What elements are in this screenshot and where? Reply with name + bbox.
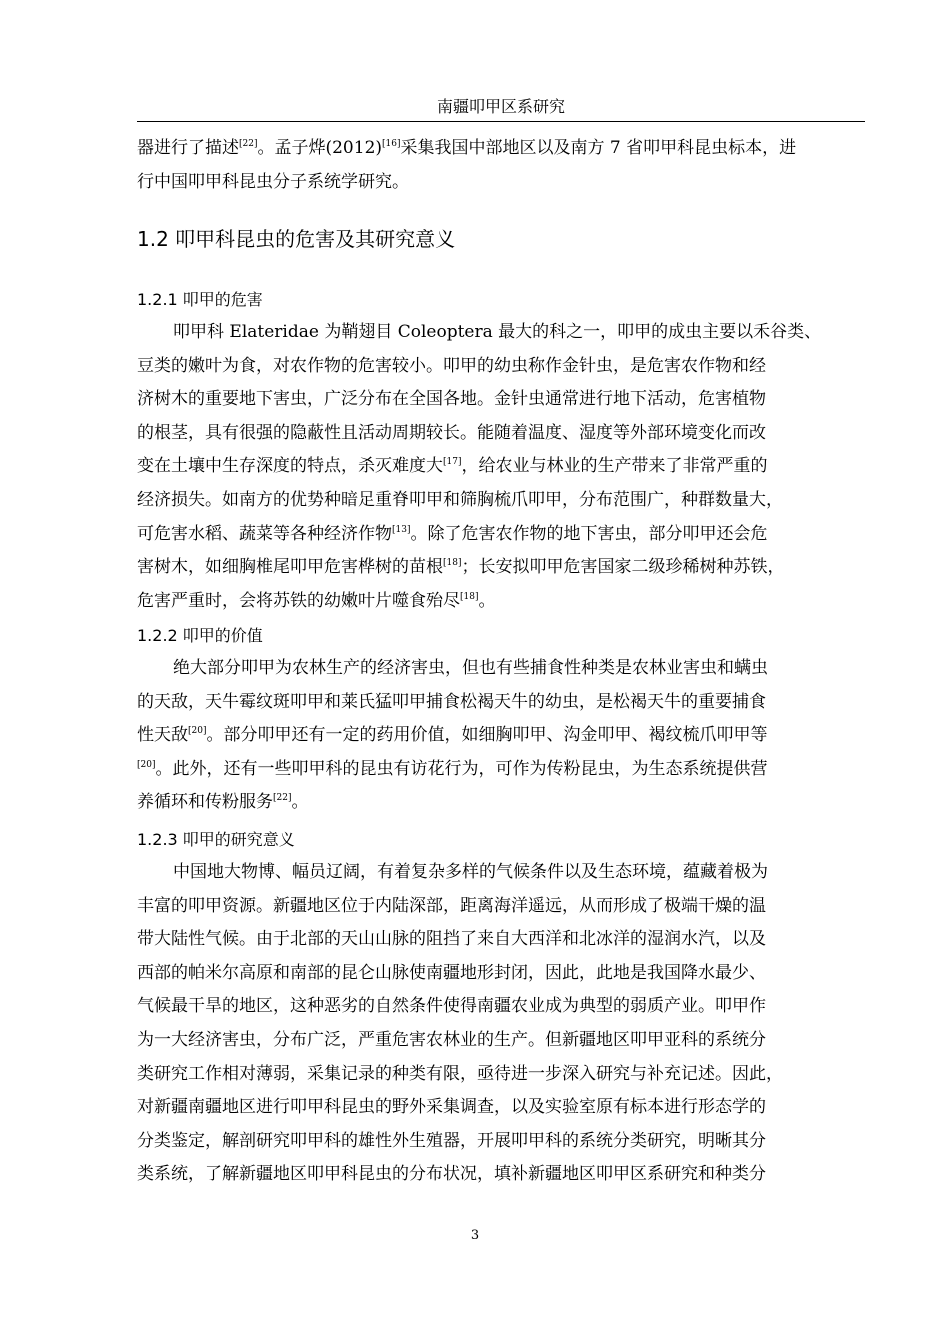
section-heading: 1.2 叩甲科昆虫的危害及其研究意义 — [137, 227, 456, 251]
text-line — [137, 518, 865, 552]
text-line: 带大陆性气候。由于北部的天山山脉的阻挡了来自大西洋和北冰洋的湿润水汽，以及 — [137, 929, 766, 950]
text-run: 器进行了描述 — [137, 138, 239, 158]
citation: [22] — [273, 793, 292, 804]
text-line — [137, 450, 865, 484]
citation: [17] — [443, 457, 462, 468]
text-line: 豆类的嫩叶为食，对农作物的危害较小。叩甲的幼虫称作金针虫，是危害农作物和经 — [137, 355, 766, 376]
text-line: 济树木的重要地下害虫，广泛分布在全国各地。金针虫通常进行地下活动，危害植物 — [137, 389, 766, 410]
page-number: 3 — [470, 1228, 480, 1243]
citation: [18] — [443, 558, 462, 569]
text-line: 行中国叩甲科昆虫分子系统学研究。 — [137, 171, 409, 192]
text-line: 西部的帕米尔高原和南部的昆仑山脉使南疆地形封闭，因此，此地是我国降水最少、 — [137, 962, 766, 983]
text-line — [137, 585, 865, 619]
text-run: 。除了危害农作物的地下害虫，部分叩甲还会危 — [410, 523, 768, 544]
text-run: 变在土壤中生存深度的特点，杀灭难度大 — [137, 456, 443, 477]
citation: [20] — [188, 726, 207, 737]
text-line: 中国地大物博、幅员辽阔，有着复杂多样的气候条件以及生态环境，蕴藏着极为 — [173, 862, 768, 882]
text-line: 类系统，了解新疆地区叩甲科昆虫的分布状况，填补新疆地区叩甲区系研究和种类分 — [137, 1164, 766, 1185]
text-line: 气候最干旱的地区，这种恶劣的自然条件使得南疆农业成为典型的弱质产业。叩甲作 — [137, 996, 766, 1017]
text-line — [137, 551, 865, 585]
subsection-heading: 1.2.1 叩甲的危害 — [137, 290, 263, 309]
text-run: 养循环和传粉服务 — [137, 792, 273, 813]
text-run: 采集我国中部地区以及南方 7 省叩甲科昆虫标本，进 — [400, 138, 797, 158]
text-run: 。 — [478, 590, 496, 611]
text-run: ，给农业与林业的生产带来了非常严重的 — [461, 456, 768, 477]
significance-paragraph — [137, 856, 865, 1192]
citation: [20] — [137, 759, 156, 770]
text-line: 对新疆南疆地区进行叩甲科昆虫的野外采集调查，以及实验室原有标本进行形态学的 — [137, 1097, 766, 1118]
subsection-heading: 1.2.2 叩甲的价值 — [137, 626, 263, 645]
text-line — [137, 786, 865, 820]
citation: [18] — [460, 591, 479, 602]
citation: [13] — [392, 524, 411, 535]
text-line: 丰富的叩甲资源。新疆地区位于内陆深部，距离海洋遥远，从而形成了极端干燥的温 — [137, 895, 766, 916]
text-line — [137, 719, 865, 753]
text-line: 绝大部分叩甲为农林生产的经济害虫，但也有些捕食性种类是农林业害虫和螨虫 — [173, 658, 768, 678]
harm-paragraph — [137, 316, 865, 618]
text-line: 为一大经济害虫，分布广泛，严重危害农林业的生产。但新疆地区叩甲亚科的系统分 — [137, 1029, 766, 1050]
running-header: 南疆叩甲区系研究 — [436, 97, 565, 116]
text-line: 的天敌，天牛霉纹斑叩甲和莱氏猛叩甲捕食松褐天牛的幼虫，是松褐天牛的重要捕食 — [137, 691, 766, 712]
text-run: 可危害水稻、蔬菜等各种经济作物 — [137, 523, 392, 544]
citation: [22] — [239, 139, 258, 149]
text-run: 。孟子烨(2012) — [257, 138, 383, 158]
text-run: 。部分叩甲还有一定的药用价值，如细胸叩甲、沟金叩甲、褐纹梳爪叩甲等 — [206, 725, 768, 746]
text-run: 危害严重时，会将苏铁的幼嫩叶片噬食殆尽 — [137, 590, 460, 611]
value-paragraph — [137, 652, 865, 820]
text-run: 。 — [291, 792, 309, 813]
text-run: 性天敌 — [137, 725, 188, 746]
text-line: 叩甲科 Elateridae 为鞘翅目 Coleoptera 最大的科之一，叩甲的成虫主要以禾谷类、 — [173, 322, 822, 342]
text-run: ；长安拟叩甲危害国家二级珍稀树种苏铁， — [461, 557, 785, 578]
intro-paragraph — [137, 132, 865, 199]
text-line: 分类鉴定，解剖研究叩甲科的雄性外生殖器，开展叩甲科的系统分类研究，明晰其分 — [137, 1130, 766, 1151]
text-line — [137, 132, 865, 166]
citation: [16] — [382, 139, 401, 149]
header-rule — [137, 121, 865, 122]
text-line — [137, 753, 865, 787]
text-run: 害树木，如细胸椎尾叩甲危害桦树的苗根 — [137, 557, 443, 578]
text-run: 。此外，还有一些叩甲科的昆虫有访花行为，可作为传粉昆虫，为生态系统提供营 — [155, 758, 768, 779]
text-line: 经济损失。如南方的优势种暗足重脊叩甲和筛胸梳爪叩甲，分布范围广，种群数量大， — [137, 489, 783, 510]
text-line: 类研究工作相对薄弱，采集记录的种类有限，亟待进一步深入研究与补充记述。因此， — [137, 1063, 783, 1084]
text-line: 的根茎，具有很强的隐蔽性且活动周期较长。能随着温度、湿度等外部环境变化而改 — [137, 422, 766, 443]
subsection-heading: 1.2.3 叩甲的研究意义 — [137, 830, 295, 849]
